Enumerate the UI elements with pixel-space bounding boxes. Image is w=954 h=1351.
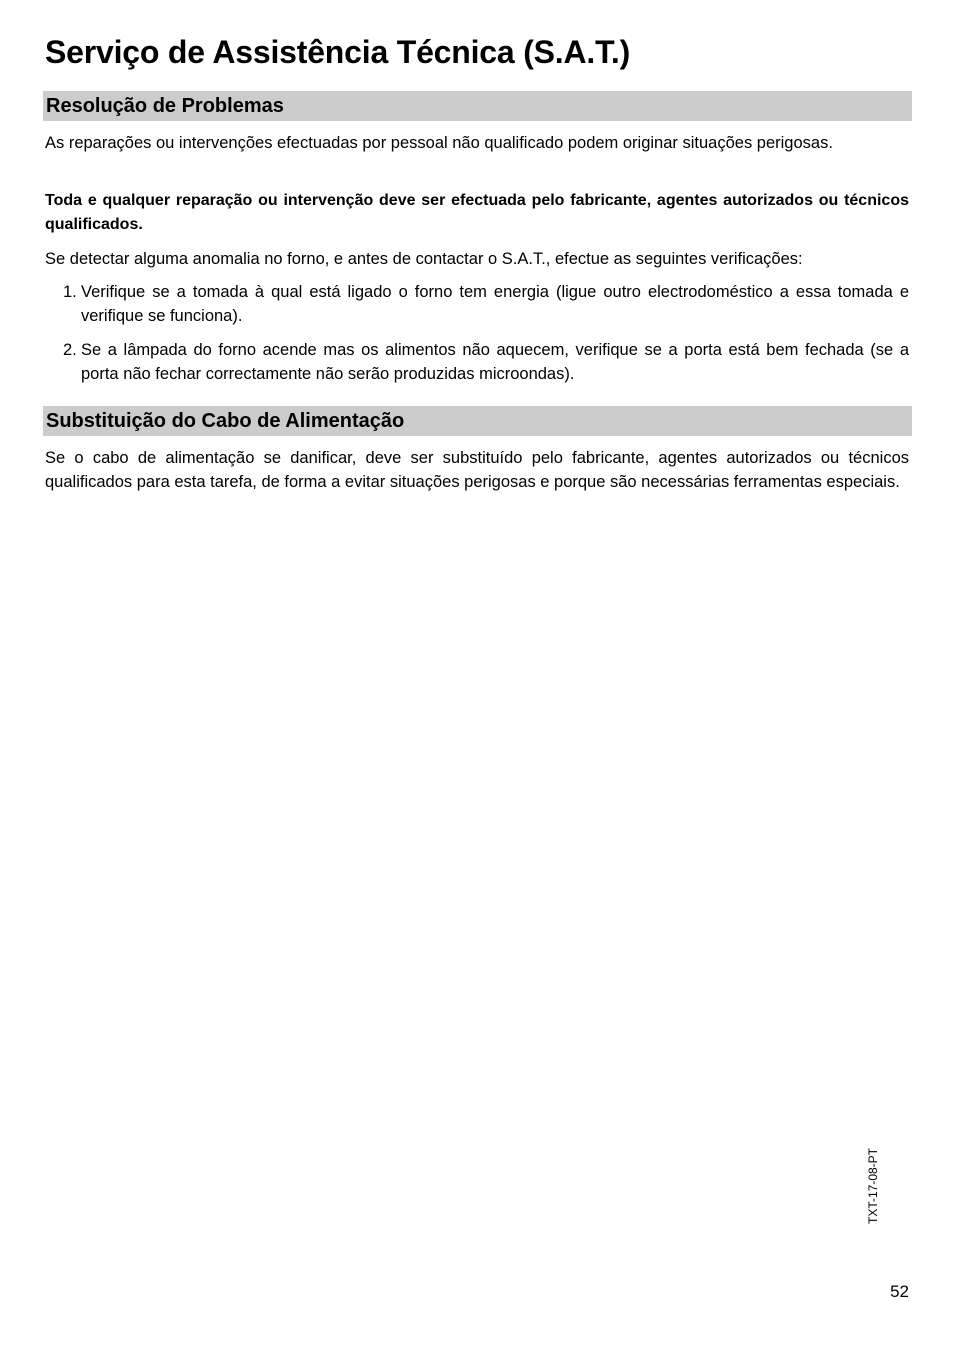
page-number: 52 [890, 1282, 909, 1301]
list-item [45, 280, 909, 328]
lead-paragraph: Se detectar alguma anomalia no forno, e antes de contactar o S.A.T., efectue as seguintes verificações: [45, 250, 803, 268]
list-item-number: 2. [63, 341, 77, 359]
section-heading-troubleshooting: Resolução de Problemas [43, 91, 912, 121]
warning-paragraph: Toda e qualquer reparação ou intervenção deve ser efectuada pelo fabricante, agentes autorizados ou técnicos qualificados. [45, 192, 909, 233]
document-code: TXT-17-08-PT [866, 1147, 880, 1225]
page-title: Serviço de Assistência Técnica (S.A.T.) [45, 34, 631, 70]
intro-paragraph: As reparações ou intervenções efectuadas por pessoal não qualificado podem originar situações perigosas. [45, 134, 833, 152]
list-item-number: 1. [63, 283, 77, 301]
section-heading-power-cable: Substituição do Cabo de Alimentação [43, 406, 912, 436]
list-item-text: Se a lâmpada do forno acende mas os alimentos não aquecem, verifique se a porta está bem fechada (se a porta não fechar correctamente não serão produzidas microondas). [81, 341, 909, 383]
list-item-text: Verifique se a tomada à qual está ligado o forno tem energia (ligue outro electrodoméstico a essa tomada e verifique se funciona). [81, 283, 909, 325]
list-item [45, 338, 909, 386]
power-cable-paragraph: Se o cabo de alimentação se danificar, deve ser substituído pelo fabricante, agentes autorizados ou técnicos qualificados para esta tarefa, de forma a evitar situações perigosas e porque são necessárias ferramentas especiais. [45, 449, 909, 491]
